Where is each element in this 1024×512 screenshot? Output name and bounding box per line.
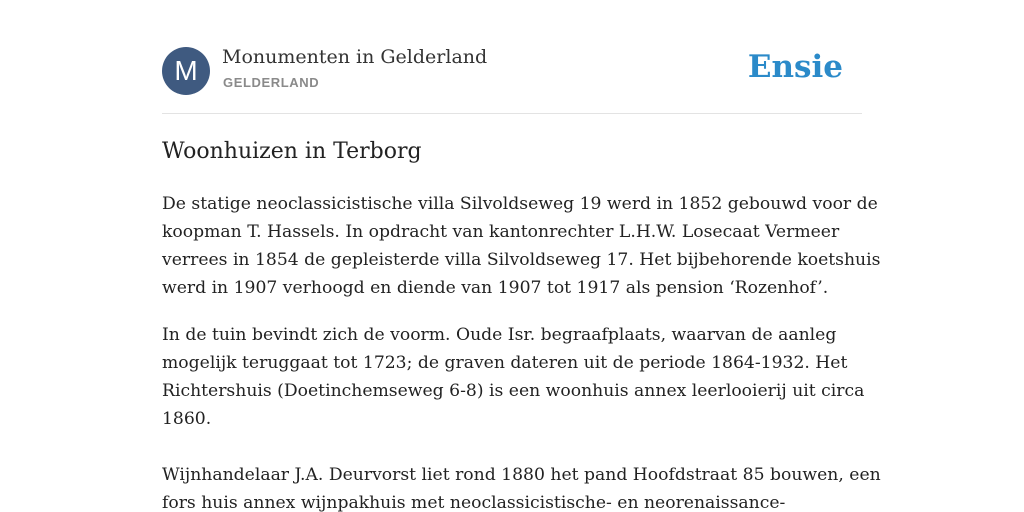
article-paragraph: [162, 190, 881, 302]
article-paragraph: [162, 321, 865, 433]
article-title: Woonhuizen in Terborg: [162, 139, 422, 164]
paragraph-line: 1860.: [162, 409, 212, 429]
paragraph-line: In de tuin bevindt zich de voorm. Oude Isr. begraafplaats, waarvan de aanleg: [162, 325, 837, 345]
brand-logo[interactable]: Ensie: [747, 49, 843, 85]
header-divider: [162, 113, 862, 114]
source-category-link[interactable]: GELDERLAND: [223, 75, 320, 90]
paragraph-line: verrees in 1854 de gepleisterde villa Silvoldseweg 17. Het bijbehorende koetshuis: [162, 250, 881, 270]
source-title-link[interactable]: Monumenten in Gelderland: [222, 46, 488, 68]
paragraph-line: koopman T. Hassels. In opdracht van kantonrechter L.H.W. Losecaat Vermeer: [162, 222, 840, 242]
paragraph-line: fors huis annex wijnpakhuis met neoclassicistische- en neorenaissance-: [162, 493, 786, 512]
paragraph-line: mogelijk teruggaat tot 1723; de graven dateren uit de periode 1864-1932. Het: [162, 353, 848, 373]
source-header: [162, 46, 862, 96]
article-paragraph: [162, 461, 881, 512]
avatar[interactable]: M: [162, 47, 210, 95]
paragraph-line: Wijnhandelaar J.A. Deurvorst liet rond 1880 het pand Hoofdstraat 85 bouwen, een: [162, 465, 881, 485]
paragraph-line: De statige neoclassicistische villa Silvoldseweg 19 werd in 1852 gebouwd voor de: [162, 194, 878, 214]
paragraph-line: werd in 1907 verhoogd en diende van 1907 tot 1917 als pension ‘Rozenhof’.: [162, 278, 829, 298]
paragraph-line: Richtershuis (Doetinchemseweg 6-8) is een woonhuis annex leerlooierij uit circa: [162, 381, 865, 401]
